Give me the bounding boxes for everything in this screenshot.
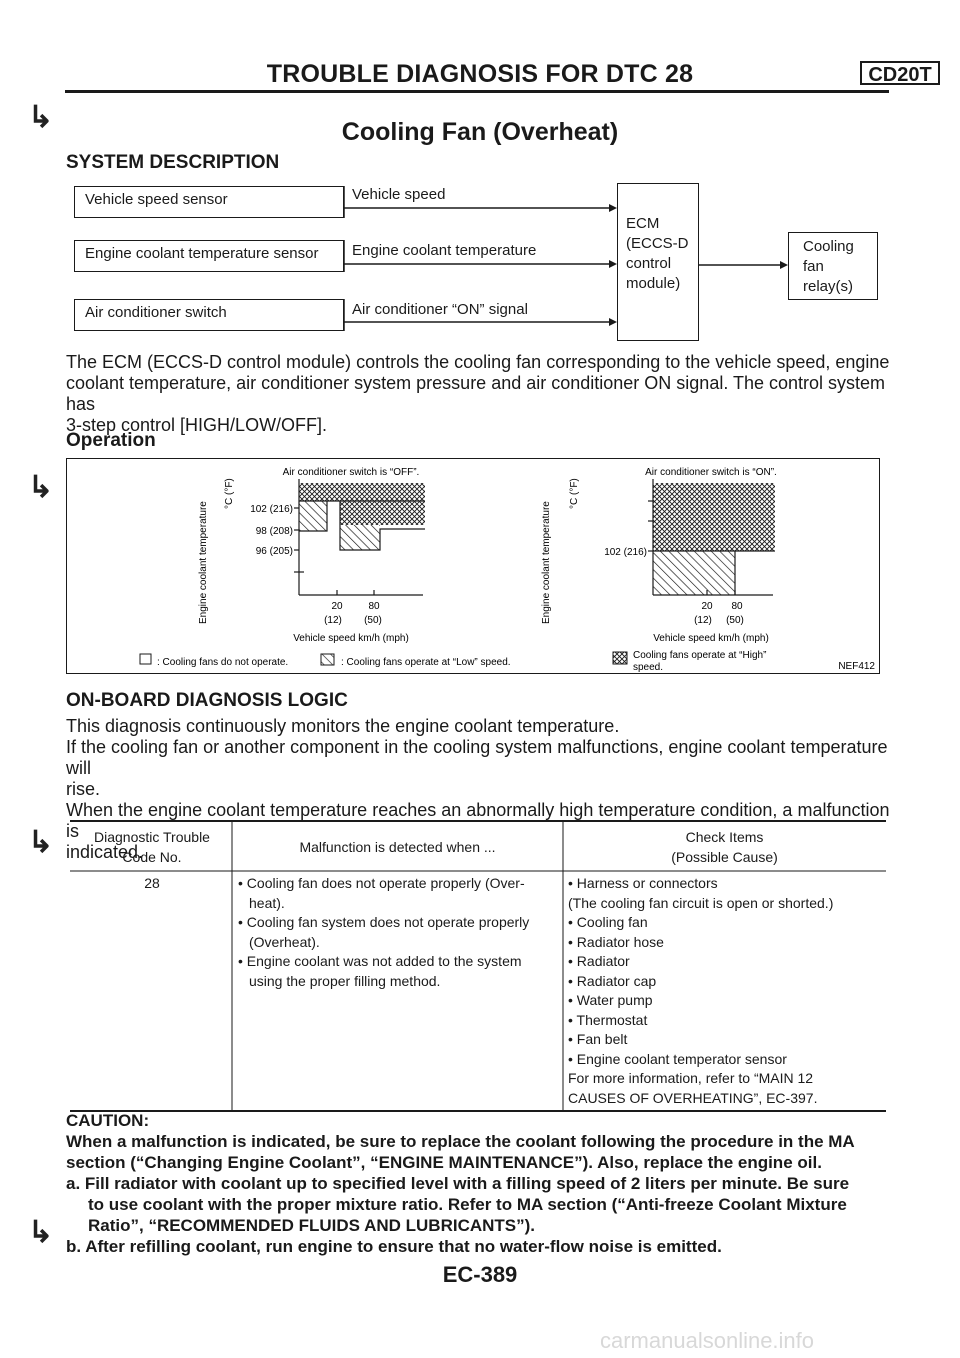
ecm-label: module) [626,275,681,292]
page-title: TROUBLE DIAGNOSIS FOR DTC 28 [266,60,694,88]
list-item: (The cooling fan circuit is open or shorted.) [568,894,834,911]
left-ytick: 102 (216) [250,504,293,515]
text-line: The ECM (ECCS-D control module) controls the cooling fan corresponding to the vehicle speed, engine [66,352,890,372]
right-ytick: 102 (216) [604,547,647,558]
list-item: • Harness or connectors [568,875,718,891]
text-line: indicated. [66,842,144,862]
text-line: rise. [66,779,101,799]
header-text: (Possible Cause) [671,848,778,865]
dtc-header-check [563,828,886,867]
caution-line: to use coolant with the proper mixture ratio. Refer to MA section (“Anti-freeze Coolant Mixture [88,1195,847,1214]
system-description-heading: SYSTEM DESCRIPTION [66,152,280,173]
caution-line: Ratio”, “RECOMMENDED FLUIDS AND LUBRICANTS”). [88,1216,536,1235]
list-item: • Cooling fan does not operate properly (Over- [238,875,525,891]
list-item: using the proper filling method. [249,972,441,989]
signal-label: Air conditioner “ON” signal [352,301,528,318]
text-line: coolant temperature, air conditioner system pressure and air conditioner ON signal. The control system has [66,373,886,414]
left-xtick: 80 [368,601,380,612]
list-item: • Thermostat [568,1011,648,1028]
legend-off: : Cooling fans do not operate. [157,657,289,668]
dtc-code: 28 [144,875,160,891]
legend-high: speed. [633,662,664,673]
engine-badge: CD20T [860,61,940,85]
caution-line: a. Fill radiator with coolant up to specified level with a filling speed of 2 liters per minute. Be sure [66,1174,850,1193]
list-item: For more information, refer to “MAIN 12 [568,1070,814,1086]
sensor-box: Engine coolant temperature sensor [74,240,344,272]
left-chart-xlabel: Vehicle speed km/h (mph) [293,633,409,644]
right-chart-yunit: °C (°F) [569,478,580,509]
left-chart-yunit: °C (°F) [224,478,235,509]
watermark: carmanualsonline.info [600,1328,815,1353]
operation-heading: Operation [66,430,156,451]
signal-label: Engine coolant temperature [352,242,537,259]
relay-label: fan [803,258,824,275]
page-number: EC-389 [442,1262,518,1287]
list-item: • Engine coolant temperator sensor [568,1050,787,1067]
left-chart-title: Air conditioner switch is “OFF”. [282,467,420,478]
section-subtitle: Cooling Fan (Overheat) [341,118,619,146]
legend-low: : Cooling fans operate at “Low” speed. [341,657,511,668]
header-text: Diagnostic Trouble [94,829,210,845]
right-chart-xlabel: Vehicle speed km/h (mph) [653,633,769,644]
left-xtick-sub: (50) [364,615,382,626]
figure-code: NEF412 [838,661,875,672]
caution-line: When a malfunction is indicated, be sure to replace the coolant following the procedure in the MA [66,1132,855,1151]
legend-high: Cooling fans operate at “High” [633,650,767,661]
text-line: This diagnosis continuously monitors the engine coolant temperature. [66,716,620,736]
text-line: When the engine coolant temperature reaches an abnormally high temperature condition, a malfunction is [66,800,890,841]
sensor-box: Air conditioner switch [74,299,344,331]
sensor-box: Vehicle speed sensor [74,186,344,218]
revision-mark: ↳ [28,1216,54,1249]
list-item: • Radiator hose [568,933,664,950]
list-item: CAUSES OF OVERHEATING”, EC-397. [568,1089,818,1106]
right-xtick: 20 [701,601,713,612]
caution-line: section (“Changing Engine Coolant”, “ENGINE MAINTENANCE”). Also, replace the engine oil. [66,1153,822,1172]
dtc-header-code [72,828,232,867]
left-chart-ylabel: Engine coolant temperature [198,501,209,624]
header-text: Check Items [685,829,764,845]
right-chart-ylabel: Engine coolant temperature [541,501,552,624]
list-item: • Radiator cap [568,972,657,989]
ecm-label: ECM [626,215,660,232]
list-item: • Engine coolant was not added to the system [238,953,522,969]
revision-mark: ↳ [28,826,54,859]
list-item: • Cooling fan system does not operate properly [238,914,530,930]
header-text: Code No. [122,848,182,865]
caution-block [66,1110,896,1257]
dtc-header-malfunction: Malfunction is detected when ... [299,839,496,855]
right-xtick: 80 [731,601,743,612]
text-line: If the cooling fan or another component in the cooling system malfunctions, engine coolant temperature will [66,737,888,778]
left-xtick: 20 [331,601,343,612]
right-xtick-sub: (50) [726,615,744,626]
right-chart-title: Air conditioner switch is “ON”. [645,467,777,478]
list-item: (Overheat). [249,933,320,950]
list-item: • Cooling fan [568,914,648,930]
text-line: 3-step control [HIGH/LOW/OFF]. [66,415,328,435]
left-ytick: 98 (208) [255,526,293,537]
dtc-malfunction-list [238,874,560,991]
list-item: heat). [249,894,285,911]
list-item: • Fan belt [568,1031,628,1047]
list-item: • Water pump [568,992,653,1008]
left-ytick: 96 (205) [255,546,293,557]
caution-heading: CAUTION: [66,1111,150,1130]
left-xtick-sub: (12) [324,615,342,626]
ecm-label: (ECCS-D [626,235,689,252]
relay-label: Cooling [803,238,854,255]
caution-line: b. After refilling coolant, run engine to ensure that no water-flow noise is emitted. [66,1237,722,1256]
ecm-label: control [626,255,672,272]
signal-label: Vehicle speed [352,186,446,203]
revision-mark: ↳ [28,101,54,134]
dtc-check-list [568,874,886,1108]
diagnosis-logic-heading: ON-BOARD DIAGNOSIS LOGIC [66,690,348,711]
list-item: • Radiator [568,953,630,969]
revision-mark: ↳ [28,471,54,504]
right-xtick-sub: (12) [694,615,712,626]
relay-label: relay(s) [803,278,854,295]
